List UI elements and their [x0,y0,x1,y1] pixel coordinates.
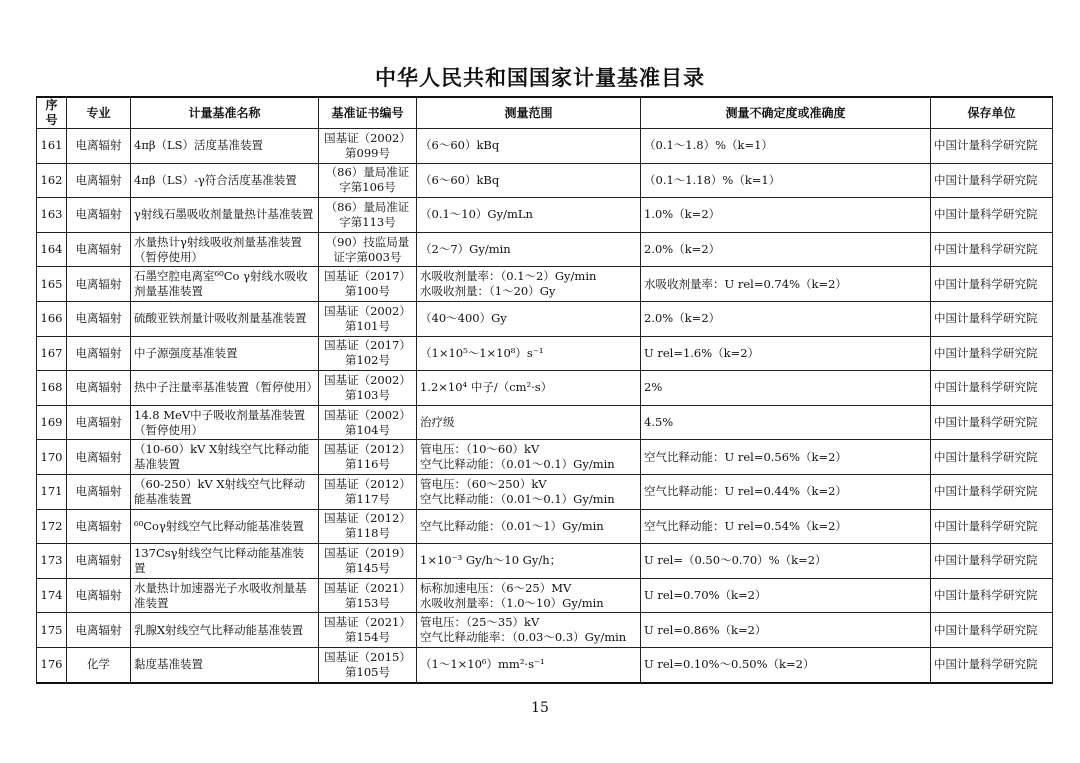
cell-uncertainty: U rel=0.70%（k=2） [641,578,931,613]
cell-certificate-no-line: 国基证（2017） [324,269,411,284]
cell-certificate-no [319,578,417,613]
cell-institution: 中国计量科学研究院 [931,405,1053,440]
cell-certificate-no [319,440,417,475]
cell-index: 169 [37,405,67,440]
cell-certificate-no-line: 国基证（2002） [324,407,411,422]
cell-standard-name: 黏度基准装置 [131,647,319,682]
cell-measurement-range [417,301,641,336]
cell-institution: 中国计量科学研究院 [931,198,1053,233]
cell-uncertainty: 2% [641,371,931,406]
cell-measurement-range-line: （0.1～10）Gy/mLn [420,207,533,222]
cell-institution: 中国计量科学研究院 [931,371,1053,406]
cell-index: 174 [37,578,67,613]
cell-uncertainty: 2.0%（k=2） [641,232,931,267]
cell-measurement-range [417,232,641,267]
cell-specialty: 电离辐射 [67,509,131,544]
cell-certificate-no-line: 第145号 [345,560,390,575]
table-body [37,129,1053,683]
cell-measurement-range-line: 水吸收剂量：（1～20）Gy [420,284,556,299]
cell-measurement-range-line: 管电压：（25～35）kV [420,615,540,630]
cell-certificate-no-line: 国基证（2012） [324,511,411,526]
header-institution: 保存单位 [931,97,1053,129]
cell-index: 166 [37,301,67,336]
cell-uncertainty: U rel=1.6%（k=2） [641,336,931,371]
cell-certificate-no-line: 第105号 [345,664,390,679]
cell-specialty: 电离辐射 [67,613,131,648]
cell-certificate-no [319,544,417,579]
header-index: 序号 [37,97,67,129]
page-title: 中华人民共和国国家计量基准目录 [375,66,705,90]
cell-uncertainty: 空气比释动能：U rel=0.56%（k=2） [641,440,931,475]
cell-standard-name: 水量热计γ射线吸收剂量基准装置（暂停使用） [131,232,319,267]
cell-certificate-no [319,647,417,682]
header-uncertainty: 测量不确定度或准确度 [641,97,931,129]
header-standard-name: 计量基准名称 [131,97,319,129]
cell-certificate-no-line: 第102号 [345,353,390,368]
cell-standard-name: γ射线石墨吸收剂量量热计基准装置 [131,198,319,233]
cell-index: 170 [37,440,67,475]
cell-certificate-no-line: 证字第003号 [333,249,402,264]
cell-institution: 中国计量科学研究院 [931,440,1053,475]
cell-index: 176 [37,647,67,682]
cell-standard-name: 14.8 MeV中子吸收剂量基准装置（暂停使用） [131,405,319,440]
cell-index: 175 [37,613,67,648]
cell-specialty: 电离辐射 [67,163,131,198]
cell-measurement-range-line: 空气比释动能：（0.01～1）Gy/min [420,518,604,533]
cell-certificate-no [319,301,417,336]
cell-measurement-range-line: 管电压：（60～250）kV [420,476,547,491]
cell-standard-name: 137Csγ射线空气比释动能基准装置 [131,544,319,579]
cell-uncertainty: 空气比释动能：U rel=0.44%（k=2） [641,474,931,509]
cell-institution: 中国计量科学研究院 [931,647,1053,682]
table-row [37,647,1053,682]
cell-measurement-range-line: （1～1×10⁶）mm²·s⁻¹ [420,657,545,672]
cell-measurement-range [417,129,641,164]
table-row [37,578,1053,613]
cell-certificate-no-line: （86）量局准证 [325,165,410,180]
cell-certificate-no-line: 第100号 [345,284,390,299]
cell-certificate-no-line: 第103号 [345,387,390,402]
table-row [37,232,1053,267]
cell-standard-name: 中子源强度基准装置 [131,336,319,371]
cell-certificate-no-line: 国基证（2017） [324,338,411,353]
cell-index: 172 [37,509,67,544]
cell-measurement-range [417,336,641,371]
cell-uncertainty: 2.0%（k=2） [641,301,931,336]
cell-institution: 中国计量科学研究院 [931,578,1053,613]
cell-certificate-no [319,336,417,371]
cell-certificate-no [319,267,417,302]
cell-specialty: 电离辐射 [67,232,131,267]
cell-certificate-no-line: 字第113号 [339,214,396,229]
page-number: 15 [531,700,549,716]
cell-measurement-range-line: 空气比释动能率：（0.03～0.3）Gy/min [420,630,627,645]
cell-uncertainty: U rel=0.86%（k=2） [641,613,931,648]
cell-measurement-range [417,371,641,406]
cell-standard-name: 石墨空腔电离室⁶⁰Co γ射线水吸收剂量基准装置 [131,267,319,302]
cell-uncertainty: 4.5% [641,405,931,440]
table-row [37,129,1053,164]
table-row [37,474,1053,509]
cell-institution: 中国计量科学研究院 [931,232,1053,267]
cell-institution: 中国计量科学研究院 [931,301,1053,336]
cell-standard-name: （10-60）kV X射线空气比释动能基准装置 [131,440,319,475]
cell-certificate-no-line: 第116号 [345,457,390,472]
cell-measurement-range [417,405,641,440]
cell-index: 167 [37,336,67,371]
table-row [37,267,1053,302]
table-row [37,613,1053,648]
header-measurement-range: 测量范围 [417,97,641,129]
cell-specialty: 电离辐射 [67,267,131,302]
cell-measurement-range-line: 治疗级 [420,415,455,430]
cell-certificate-no [319,509,417,544]
cell-institution: 中国计量科学研究院 [931,544,1053,579]
cell-measurement-range [417,578,641,613]
cell-specialty: 电离辐射 [67,336,131,371]
cell-uncertainty: （0.1～1.18）%（k=1） [641,163,931,198]
cell-specialty: 电离辐射 [67,371,131,406]
cell-certificate-no-line: 国基证（2002） [324,372,411,387]
cell-measurement-range-line: （40～400）Gy [420,311,507,326]
cell-certificate-no-line: 第101号 [345,318,390,333]
cell-index: 165 [37,267,67,302]
cell-certificate-no-line: 国基证（2015） [324,649,411,664]
cell-certificate-no [319,232,417,267]
cell-uncertainty: U rel=（0.50～0.70）%（k=2） [641,544,931,579]
table-row [37,440,1053,475]
cell-certificate-no-line: 国基证（2019） [324,545,411,560]
standards-table [36,96,1053,684]
table-row [37,509,1053,544]
cell-measurement-range [417,474,641,509]
cell-certificate-no [319,474,417,509]
table-row [37,371,1053,406]
table-header-row [37,97,1053,129]
cell-measurement-range-line: （1×10⁵～1×10⁸）s⁻¹ [420,345,544,360]
cell-standard-name: 乳腺X射线空气比释动能基准装置 [131,613,319,648]
cell-measurement-range-line: 空气比释动能：（0.01～0.1）Gy/min [420,457,615,472]
cell-measurement-range [417,509,641,544]
cell-certificate-no-line: 第118号 [345,526,390,541]
cell-measurement-range-line: 1×10⁻³ Gy/h～10 Gy/h； [420,553,562,568]
cell-standard-name: 硫酸亚铁剂量计吸收剂量基准装置 [131,301,319,336]
cell-measurement-range-line: （6～60）kBq [420,172,500,187]
table-row [37,336,1053,371]
cell-measurement-range [417,267,641,302]
cell-certificate-no-line: 第153号 [345,595,390,610]
cell-standard-name: 水量热计加速器光子水吸收剂量基准装置 [131,578,319,613]
cell-index: 168 [37,371,67,406]
table-row [37,544,1053,579]
cell-certificate-no-line: （86）量局准证 [325,199,410,214]
cell-index: 161 [37,129,67,164]
cell-certificate-no [319,129,417,164]
table-row [37,163,1053,198]
cell-certificate-no [319,405,417,440]
cell-standard-name: ⁶⁰Coγ射线空气比释动能基准装置 [131,509,319,544]
cell-index: 163 [37,198,67,233]
cell-institution: 中国计量科学研究院 [931,474,1053,509]
cell-measurement-range-line: （6～60）kBq [420,138,500,153]
cell-certificate-no [319,613,417,648]
cell-measurement-range-line: 标称加速电压：（6～25）MV [420,580,572,595]
cell-measurement-range-line: 管电压：（10～60）kV [420,442,540,457]
cell-certificate-no-line: 第104号 [345,422,390,437]
cell-certificate-no-line: 第117号 [345,491,390,506]
cell-measurement-range [417,163,641,198]
cell-specialty: 化学 [67,647,131,682]
cell-institution: 中国计量科学研究院 [931,336,1053,371]
cell-certificate-no-line: 字第106号 [339,180,396,195]
cell-certificate-no-line: 国基证（2021） [324,615,411,630]
cell-institution: 中国计量科学研究院 [931,613,1053,648]
cell-measurement-range [417,440,641,475]
cell-index: 164 [37,232,67,267]
cell-specialty: 电离辐射 [67,405,131,440]
cell-certificate-no-line: 第099号 [345,145,390,160]
cell-uncertainty: 空气比释动能：U rel=0.54%（k=2） [641,509,931,544]
cell-standard-name: （60-250）kV X射线空气比释动能基准装置 [131,474,319,509]
cell-uncertainty: （0.1～1.8）%（k=1） [641,129,931,164]
cell-measurement-range-line: （2～7）Gy/min [420,242,511,257]
cell-measurement-range-line: 1.2×10⁴ 中子/（cm²·s） [420,380,553,395]
cell-certificate-no-line: 国基证（2021） [324,580,411,595]
cell-certificate-no-line: 国基证（2012） [324,476,411,491]
cell-specialty: 电离辐射 [67,544,131,579]
cell-institution: 中国计量科学研究院 [931,267,1053,302]
cell-specialty: 电离辐射 [67,129,131,164]
cell-measurement-range-line: 空气比释动能：（0.01～0.1）Gy/min [420,491,615,506]
cell-institution: 中国计量科学研究院 [931,129,1053,164]
cell-certificate-no [319,371,417,406]
cell-standard-name: 热中子注量率基准装置（暂停使用） [131,371,319,406]
cell-standard-name: 4πβ（LS）-γ符合活度基准装置 [131,163,319,198]
cell-specialty: 电离辐射 [67,301,131,336]
cell-standard-name: 4πβ（LS）活度基准装置 [131,129,319,164]
cell-index: 171 [37,474,67,509]
header-specialty: 专业 [67,97,131,129]
header-certificate-no: 基准证书编号 [319,97,417,129]
table-row [37,198,1053,233]
cell-measurement-range [417,544,641,579]
cell-measurement-range-line: 水吸收剂量率：（1.0～10）Gy/min [420,595,604,610]
cell-measurement-range [417,647,641,682]
cell-certificate-no-line: （90）技监局量 [325,234,410,249]
cell-uncertainty: U rel=0.10%～0.50%（k=2） [641,647,931,682]
cell-measurement-range [417,613,641,648]
table-row [37,405,1053,440]
cell-institution: 中国计量科学研究院 [931,163,1053,198]
cell-certificate-no-line: 第154号 [345,630,390,645]
cell-measurement-range [417,198,641,233]
table-row [37,301,1053,336]
cell-uncertainty: 水吸收剂量率：U rel=0.74%（k=2） [641,267,931,302]
cell-index: 173 [37,544,67,579]
cell-measurement-range-line: 水吸收剂量率：（0.1～2）Gy/min [420,269,597,284]
cell-specialty: 电离辐射 [67,474,131,509]
cell-index: 162 [37,163,67,198]
cell-certificate-no-line: 国基证（2012） [324,442,411,457]
cell-uncertainty: 1.0%（k=2） [641,198,931,233]
cell-specialty: 电离辐射 [67,198,131,233]
cell-certificate-no [319,163,417,198]
cell-specialty: 电离辐射 [67,578,131,613]
cell-specialty: 电离辐射 [67,440,131,475]
cell-certificate-no [319,198,417,233]
cell-certificate-no-line: 国基证（2002） [324,130,411,145]
cell-institution: 中国计量科学研究院 [931,509,1053,544]
cell-certificate-no-line: 国基证（2002） [324,303,411,318]
